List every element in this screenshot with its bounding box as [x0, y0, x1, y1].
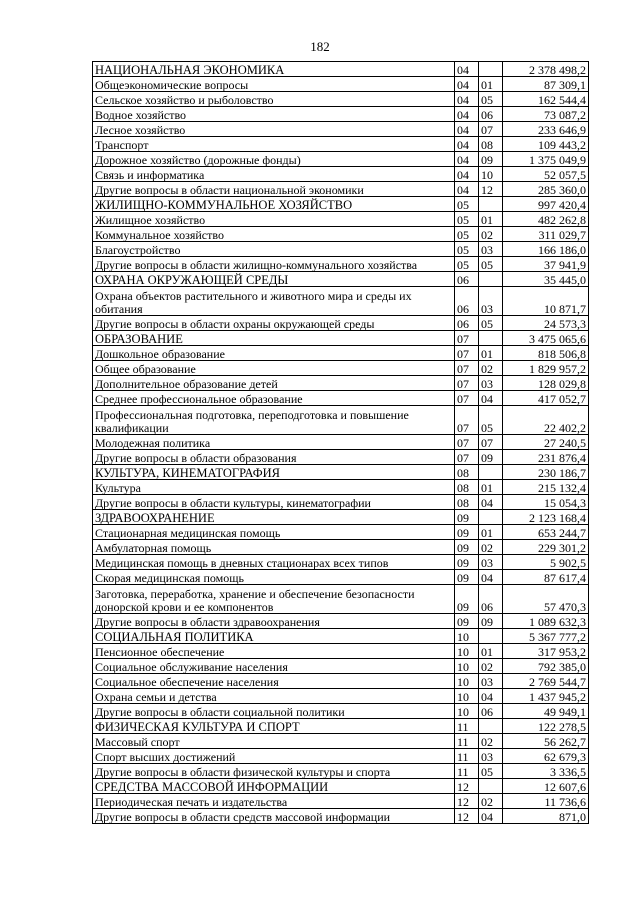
amount-cell: 3 336,5 — [503, 764, 589, 779]
section-code-cell: 04 — [455, 167, 479, 182]
amount-cell: 56 262,7 — [503, 734, 589, 749]
amount-cell: 57 470,3 — [503, 585, 589, 614]
section-code-cell: 11 — [455, 734, 479, 749]
amount-cell: 11 736,6 — [503, 794, 589, 809]
section-code-cell: 09 — [455, 614, 479, 629]
section-code-cell: 12 — [455, 809, 479, 824]
table-row — [93, 794, 589, 809]
subsection-code-cell: 02 — [479, 659, 503, 674]
section-code-cell: 08 — [455, 465, 479, 480]
table-row — [93, 525, 589, 540]
table-row — [93, 391, 589, 406]
row-name-cell: Другие вопросы в области здравоохранения — [93, 614, 455, 629]
section-code-cell: 10 — [455, 674, 479, 689]
section-code-cell: 10 — [455, 689, 479, 704]
section-code-cell: 05 — [455, 227, 479, 242]
subsection-code-cell: 05 — [479, 316, 503, 331]
amount-cell: 166 186,0 — [503, 242, 589, 257]
amount-cell: 653 244,7 — [503, 525, 589, 540]
table-row — [93, 495, 589, 510]
section-code-cell: 07 — [455, 361, 479, 376]
subsection-code-cell — [479, 272, 503, 287]
amount-cell: 3 475 065,6 — [503, 331, 589, 346]
section-code-cell: 07 — [455, 435, 479, 450]
section-heading-row — [93, 719, 589, 734]
amount-cell: 128 029,8 — [503, 376, 589, 391]
section-heading-row — [93, 629, 589, 644]
table-row — [93, 242, 589, 257]
row-name-cell: ОХРАНА ОКРУЖАЮЩЕЙ СРЕДЫ — [93, 272, 455, 287]
subsection-code-cell: 04 — [479, 570, 503, 585]
table-row — [93, 540, 589, 555]
amount-cell: 109 443,2 — [503, 137, 589, 152]
row-name-cell: ОБРАЗОВАНИЕ — [93, 331, 455, 346]
subsection-code-cell: 05 — [479, 764, 503, 779]
table-row — [93, 570, 589, 585]
row-name-cell: Другие вопросы в области культуры, кинематографии — [93, 495, 455, 510]
section-code-cell: 08 — [455, 480, 479, 495]
amount-cell: 1 089 632,3 — [503, 614, 589, 629]
section-code-cell: 04 — [455, 107, 479, 122]
row-name-cell: Культура — [93, 480, 455, 495]
row-name-cell: Другие вопросы в области социальной политики — [93, 704, 455, 719]
row-name-cell: Коммунальное хозяйство — [93, 227, 455, 242]
row-name-cell: Другие вопросы в области охраны окружающей среды — [93, 316, 455, 331]
subsection-code-cell: 03 — [479, 242, 503, 257]
amount-cell: 37 941,9 — [503, 257, 589, 272]
section-code-cell: 07 — [455, 376, 479, 391]
subsection-code-cell — [479, 629, 503, 644]
row-name-cell: Пенсионное обеспечение — [93, 644, 455, 659]
row-name-cell: КУЛЬТУРА, КИНЕМАТОГРАФИЯ — [93, 465, 455, 480]
row-name-cell: Общеэкономические вопросы — [93, 77, 455, 92]
row-name-cell: Другие вопросы в области физической культуры и спорта — [93, 764, 455, 779]
row-name-cell: Дорожное хозяйство (дорожные фонды) — [93, 152, 455, 167]
row-name-cell: Другие вопросы в области средств массовой информации — [93, 809, 455, 824]
section-code-cell: 04 — [455, 122, 479, 137]
row-name-cell: Другие вопросы в области образования — [93, 450, 455, 465]
row-name-cell: СРЕДСТВА МАССОВОЙ ИНФОРМАЦИИ — [93, 779, 455, 794]
subsection-code-cell: 03 — [479, 749, 503, 764]
amount-cell: 317 953,2 — [503, 644, 589, 659]
amount-cell: 871,0 — [503, 809, 589, 824]
table-row — [93, 257, 589, 272]
table-row — [93, 182, 589, 197]
subsection-code-cell: 04 — [479, 809, 503, 824]
section-code-cell: 07 — [455, 331, 479, 346]
subsection-code-cell — [479, 510, 503, 525]
section-code-cell: 09 — [455, 570, 479, 585]
subsection-code-cell: 01 — [479, 644, 503, 659]
section-heading-row — [93, 465, 589, 480]
section-code-cell: 04 — [455, 182, 479, 197]
row-name-cell: Другие вопросы в области жилищно-коммунального хозяйства — [93, 257, 455, 272]
row-name-cell: ФИЗИЧЕСКАЯ КУЛЬТУРА И СПОРТ — [93, 719, 455, 734]
amount-cell: 997 420,4 — [503, 197, 589, 212]
subsection-code-cell: 01 — [479, 212, 503, 227]
amount-cell: 10 871,7 — [503, 287, 589, 316]
amount-cell: 311 029,7 — [503, 227, 589, 242]
subsection-code-cell — [479, 197, 503, 212]
row-name-cell: Стационарная медицинская помощь — [93, 525, 455, 540]
row-name-cell: СОЦИАЛЬНАЯ ПОЛИТИКА — [93, 629, 455, 644]
row-name-cell: Общее образование — [93, 361, 455, 376]
subsection-code-cell: 01 — [479, 77, 503, 92]
amount-cell: 792 385,0 — [503, 659, 589, 674]
row-name-cell: Амбулаторная помощь — [93, 540, 455, 555]
amount-cell: 24 573,3 — [503, 316, 589, 331]
table-row — [93, 555, 589, 570]
subsection-code-cell: 02 — [479, 227, 503, 242]
table-row — [93, 809, 589, 824]
amount-cell: 162 544,4 — [503, 92, 589, 107]
amount-cell: 87 309,1 — [503, 77, 589, 92]
subsection-code-cell — [479, 465, 503, 480]
table-row — [93, 137, 589, 152]
amount-cell: 1 437 945,2 — [503, 689, 589, 704]
row-name-cell: Массовый спорт — [93, 734, 455, 749]
subsection-code-cell: 01 — [479, 480, 503, 495]
amount-cell: 285 360,0 — [503, 182, 589, 197]
section-code-cell: 11 — [455, 764, 479, 779]
section-code-cell: 06 — [455, 272, 479, 287]
table-row — [93, 435, 589, 450]
row-name-cell: Социальное обслуживание населения — [93, 659, 455, 674]
section-code-cell: 07 — [455, 346, 479, 361]
section-code-cell: 04 — [455, 77, 479, 92]
table-row — [93, 92, 589, 107]
section-code-cell: 11 — [455, 719, 479, 734]
subsection-code-cell: 05 — [479, 406, 503, 435]
table-row — [93, 644, 589, 659]
table-row — [93, 674, 589, 689]
section-code-cell: 10 — [455, 704, 479, 719]
section-code-cell: 12 — [455, 779, 479, 794]
row-name-cell: Другие вопросы в области национальной экономики — [93, 182, 455, 197]
subsection-code-cell: 05 — [479, 92, 503, 107]
section-code-cell: 10 — [455, 629, 479, 644]
subsection-code-cell: 06 — [479, 585, 503, 614]
section-code-cell: 09 — [455, 585, 479, 614]
table-row — [93, 346, 589, 361]
table-row — [93, 316, 589, 331]
budget-table — [92, 61, 589, 824]
section-code-cell: 05 — [455, 197, 479, 212]
section-code-cell: 06 — [455, 316, 479, 331]
section-code-cell: 11 — [455, 749, 479, 764]
subsection-code-cell: 01 — [479, 525, 503, 540]
subsection-code-cell: 08 — [479, 137, 503, 152]
table-row — [93, 585, 589, 614]
amount-cell: 229 301,2 — [503, 540, 589, 555]
amount-cell: 417 052,7 — [503, 391, 589, 406]
row-name-cell: Водное хозяйство — [93, 107, 455, 122]
section-code-cell: 12 — [455, 794, 479, 809]
amount-cell: 22 402,2 — [503, 406, 589, 435]
section-code-cell: 05 — [455, 242, 479, 257]
section-heading-row — [93, 62, 589, 77]
row-name-cell: ЖИЛИЩНО-КОММУНАЛЬНОЕ ХОЗЯЙСТВО — [93, 197, 455, 212]
section-code-cell: 09 — [455, 510, 479, 525]
table-row — [93, 450, 589, 465]
amount-cell: 52 057,5 — [503, 167, 589, 182]
amount-cell: 2 123 168,4 — [503, 510, 589, 525]
amount-cell: 27 240,5 — [503, 435, 589, 450]
table-row — [93, 406, 589, 435]
amount-cell: 5 902,5 — [503, 555, 589, 570]
subsection-code-cell — [479, 719, 503, 734]
amount-cell: 62 679,3 — [503, 749, 589, 764]
amount-cell: 1 829 957,2 — [503, 361, 589, 376]
amount-cell: 231 876,4 — [503, 450, 589, 465]
row-name-cell: Скорая медицинская помощь — [93, 570, 455, 585]
subsection-code-cell: 09 — [479, 614, 503, 629]
section-code-cell: 09 — [455, 525, 479, 540]
section-code-cell: 08 — [455, 495, 479, 510]
amount-cell: 49 949,1 — [503, 704, 589, 719]
amount-cell: 2 769 544,7 — [503, 674, 589, 689]
amount-cell: 12 607,6 — [503, 779, 589, 794]
row-name-cell: Транспорт — [93, 137, 455, 152]
subsection-code-cell: 03 — [479, 376, 503, 391]
amount-cell: 15 054,3 — [503, 495, 589, 510]
table-row — [93, 614, 589, 629]
row-name-cell: ЗДРАВООХРАНЕНИЕ — [93, 510, 455, 525]
amount-cell: 5 367 777,2 — [503, 629, 589, 644]
subsection-code-cell — [479, 779, 503, 794]
subsection-code-cell: 01 — [479, 346, 503, 361]
table-row — [93, 122, 589, 137]
row-name-cell: Сельское хозяйство и рыболовство — [93, 92, 455, 107]
table-row — [93, 480, 589, 495]
amount-cell: 1 375 049,9 — [503, 152, 589, 167]
row-name-cell: Среднее профессиональное образование — [93, 391, 455, 406]
subsection-code-cell: 03 — [479, 555, 503, 570]
subsection-code-cell: 12 — [479, 182, 503, 197]
amount-cell: 73 087,2 — [503, 107, 589, 122]
amount-cell: 215 132,4 — [503, 480, 589, 495]
subsection-code-cell — [479, 62, 503, 77]
amount-cell: 230 186,7 — [503, 465, 589, 480]
budget-table-body — [93, 62, 589, 824]
section-code-cell: 04 — [455, 137, 479, 152]
table-row — [93, 749, 589, 764]
section-heading-row — [93, 197, 589, 212]
table-row — [93, 659, 589, 674]
section-heading-row — [93, 331, 589, 346]
subsection-code-cell: 02 — [479, 734, 503, 749]
table-row — [93, 361, 589, 376]
subsection-code-cell: 05 — [479, 257, 503, 272]
amount-cell: 233 646,9 — [503, 122, 589, 137]
table-row — [93, 107, 589, 122]
table-row — [93, 764, 589, 779]
subsection-code-cell: 02 — [479, 540, 503, 555]
amount-cell: 122 278,5 — [503, 719, 589, 734]
amount-cell: 482 262,8 — [503, 212, 589, 227]
section-code-cell: 04 — [455, 152, 479, 167]
row-name-cell: Дополнительное образование детей — [93, 376, 455, 391]
section-code-cell: 10 — [455, 644, 479, 659]
table-row — [93, 287, 589, 316]
table-row — [93, 734, 589, 749]
section-heading-row — [93, 779, 589, 794]
table-row — [93, 689, 589, 704]
section-code-cell: 10 — [455, 659, 479, 674]
row-name-cell: Заготовка, переработка, хранение и обеспечение безопасности донорской крови и ее компонентов — [93, 585, 455, 614]
row-name-cell: Лесное хозяйство — [93, 122, 455, 137]
row-name-cell: Медицинская помощь в дневных стационарах всех типов — [93, 555, 455, 570]
subsection-code-cell — [479, 331, 503, 346]
subsection-code-cell: 04 — [479, 495, 503, 510]
section-code-cell: 09 — [455, 540, 479, 555]
subsection-code-cell: 06 — [479, 704, 503, 719]
subsection-code-cell: 07 — [479, 122, 503, 137]
table-row — [93, 212, 589, 227]
row-name-cell: НАЦИОНАЛЬНАЯ ЭКОНОМИКА — [93, 62, 455, 77]
amount-cell: 35 445,0 — [503, 272, 589, 287]
table-row — [93, 227, 589, 242]
row-name-cell: Связь и информатика — [93, 167, 455, 182]
section-code-cell: 04 — [455, 62, 479, 77]
subsection-code-cell: 04 — [479, 689, 503, 704]
row-name-cell: Профессиональная подготовка, переподготовка и повышение квалификации — [93, 406, 455, 435]
section-code-cell: 04 — [455, 92, 479, 107]
subsection-code-cell: 02 — [479, 361, 503, 376]
row-name-cell: Охрана семьи и детства — [93, 689, 455, 704]
subsection-code-cell: 09 — [479, 450, 503, 465]
subsection-code-cell: 04 — [479, 391, 503, 406]
row-name-cell: Благоустройство — [93, 242, 455, 257]
amount-cell: 818 506,8 — [503, 346, 589, 361]
subsection-code-cell: 07 — [479, 435, 503, 450]
amount-cell: 87 617,4 — [503, 570, 589, 585]
table-row — [93, 77, 589, 92]
row-name-cell: Периодическая печать и издательства — [93, 794, 455, 809]
section-code-cell: 07 — [455, 450, 479, 465]
section-code-cell: 09 — [455, 555, 479, 570]
subsection-code-cell: 03 — [479, 674, 503, 689]
row-name-cell: Социальное обеспечение населения — [93, 674, 455, 689]
row-name-cell: Дошкольное образование — [93, 346, 455, 361]
amount-cell: 2 378 498,2 — [503, 62, 589, 77]
subsection-code-cell: 10 — [479, 167, 503, 182]
subsection-code-cell: 09 — [479, 152, 503, 167]
row-name-cell: Жилищное хозяйство — [93, 212, 455, 227]
subsection-code-cell: 03 — [479, 287, 503, 316]
section-code-cell: 05 — [455, 212, 479, 227]
subsection-code-cell: 02 — [479, 794, 503, 809]
table-row — [93, 376, 589, 391]
row-name-cell: Охрана объектов растительного и животного мира и среды их обитания — [93, 287, 455, 316]
section-code-cell: 06 — [455, 287, 479, 316]
row-name-cell: Спорт высших достижений — [93, 749, 455, 764]
section-code-cell: 07 — [455, 406, 479, 435]
section-heading-row — [93, 510, 589, 525]
row-name-cell: Молодежная политика — [93, 435, 455, 450]
table-row — [93, 704, 589, 719]
table-row — [93, 167, 589, 182]
subsection-code-cell: 06 — [479, 107, 503, 122]
section-code-cell: 07 — [455, 391, 479, 406]
table-row — [93, 152, 589, 167]
page-number: 182 — [310, 39, 330, 54]
section-heading-row — [93, 272, 589, 287]
section-code-cell: 05 — [455, 257, 479, 272]
